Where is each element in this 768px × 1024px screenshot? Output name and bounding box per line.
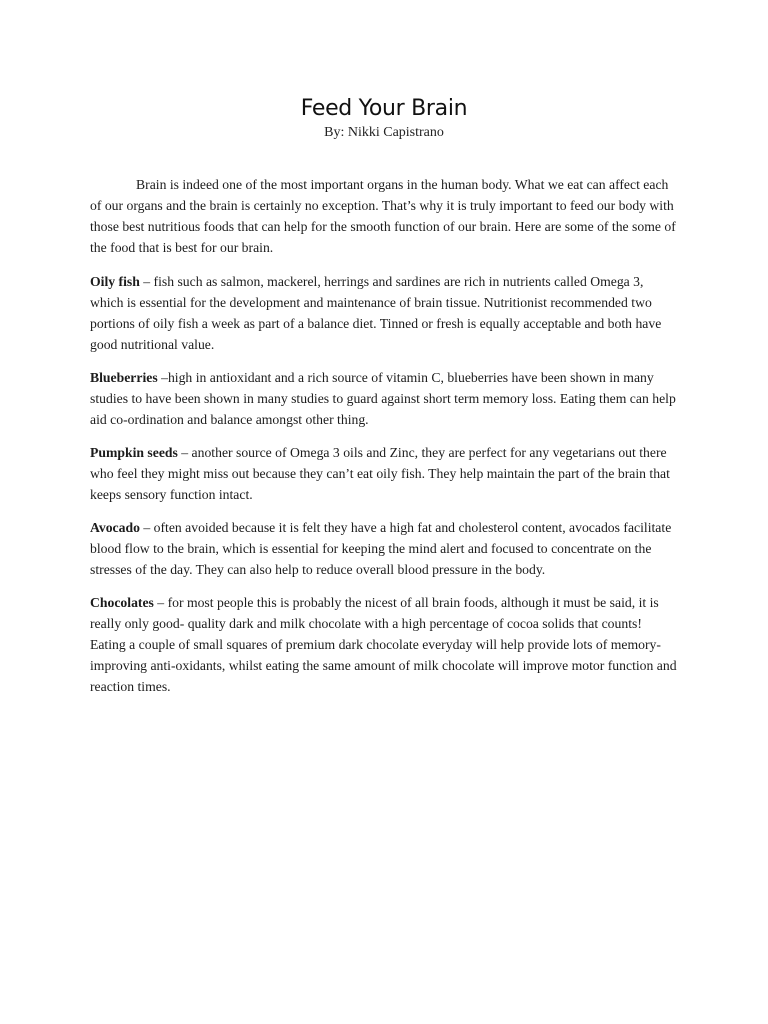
document-body [90,174,678,709]
food-term: Blueberries [90,370,158,385]
food-description: – often avoided because it is felt they have a high fat and cholesterol content, avocados facilitate blood flow to the brain, which is essential for keeping the mind alert and focused to concentrate on the stresses of the day. They can also help to reduce overall blood pressure in the body. [90,520,672,577]
food-paragraph-blueberries [90,367,678,430]
food-description: – for most people this is probably the nicest of all brain foods, although it must be said, it is really only good- quality dark and milk chocolate with a high percentage of cocoa solids that counts! Eating a couple of small squares of premium dark chocolate everyday will help provide lots of memory-improving anti-oxidants, whilst eating the same amount of milk chocolate will improve motor function and reaction times. [90,595,677,694]
food-paragraph-oily-fish [90,271,678,355]
food-description: –high in antioxidant and a rich source of vitamin C, blueberries have been shown in many studies to have been shown in many studies to guard against short term memory loss. Eating them can help aid co-ordination and balance amongst other thing. [90,370,676,427]
food-term: Oily fish [90,274,140,289]
document-title: Feed Your Brain [300,96,468,121]
food-description: – another source of Omega 3 oils and Zinc, they are perfect for any vegetarians out there who feel they might miss out because they can’t eat oily fish. They help maintain the part of the brain that keeps sensory function intact. [90,445,670,502]
food-term: Chocolates [90,595,154,610]
document-byline: By: Nikki Capistrano [324,125,444,140]
intro-paragraph: Brain is indeed one of the most important organs in the human body. What we eat can affect each of our organs and the brain is certainly no exception. That’s why it is truly important to feed our body with those best nutritious foods that can help for the smooth function of our brain. Here are some of the some of the food that is best for our brain. [90,177,676,255]
food-paragraph-avocado [90,517,678,580]
food-paragraph-pumpkin-seeds [90,442,678,505]
food-term: Pumpkin seeds [90,445,178,460]
food-description: – fish such as salmon, mackerel, herrings and sardines are rich in nutrients called Omega 3, which is essential for the development and maintenance of brain tissue. Nutritionist recommended two portions of oily fish a week as part of a balance diet. Tinned or fresh is equally acceptable and both have good nutritional value. [90,274,662,352]
food-paragraph-chocolates [90,592,678,697]
food-term: Avocado [90,520,140,535]
